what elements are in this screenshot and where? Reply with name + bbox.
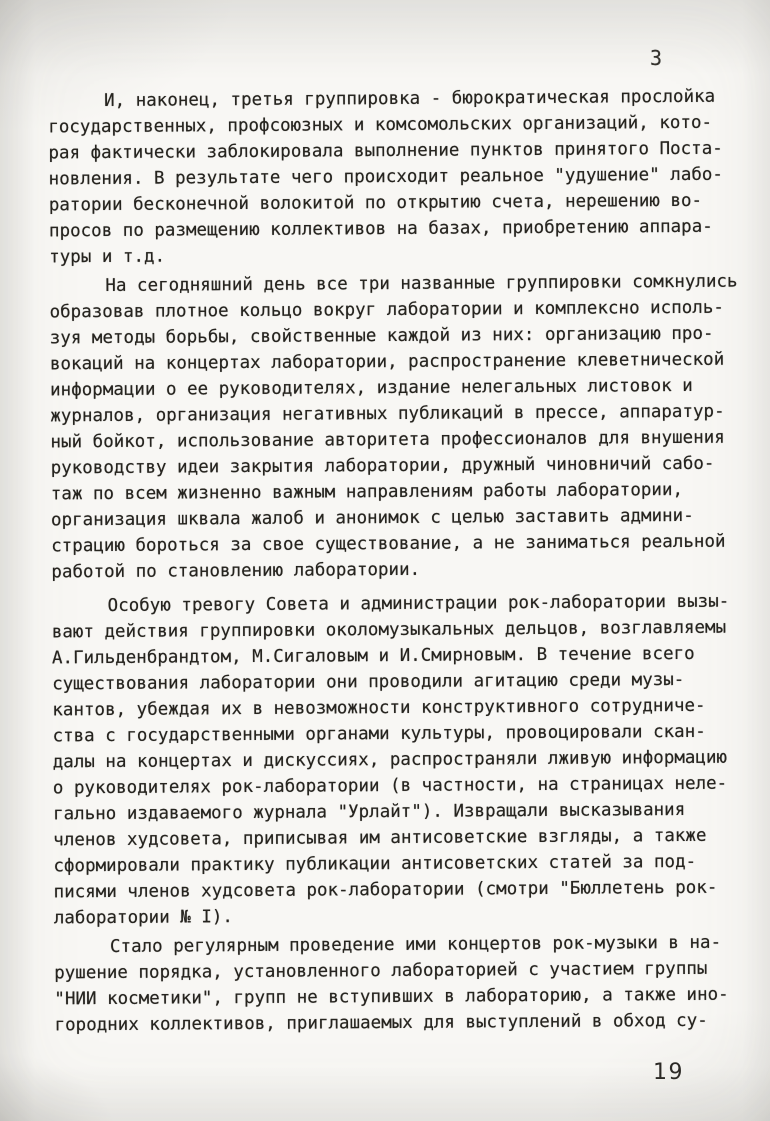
text-line: далы на концертах и дискуссиях, распространяли лживую информацию (52, 747, 728, 773)
text-line: образовав плотное кольцо вокруг лаборатории и комплексно исполь- (49, 297, 724, 323)
text-line: И, наконец, третья группировка - бюрократическая прослойка (104, 86, 716, 111)
text-line: страцию бороться за свое существование, а не заниматься реальной (51, 531, 726, 557)
text-line: На сегодняшний день все три названные группировки сомкнулись (105, 271, 738, 296)
text-line: таж по всем жизненно важным направлениям работы лаборатории, (50, 479, 684, 505)
paragraph (48, 84, 731, 271)
text-line: руководству идеи закрытия лаборатории, дружный чиновничий сабо- (50, 453, 715, 479)
text-line: членов худсовета, приписывая им антисоветские взгляды, а также (53, 825, 707, 851)
text-line: лаборатории № I). (53, 907, 233, 929)
text-line: зуя методы борьбы, свойственные каждой из них: организацию про- (49, 323, 714, 349)
text-line: просов по размещению коллективов на базах, приобретению аппара- (48, 216, 713, 242)
document-text (48, 84, 737, 1039)
text-line: сформировали практику публикации антисоветских статей за под- (53, 851, 697, 877)
paragraph (49, 269, 738, 586)
page-number-top: 3 (650, 46, 663, 70)
text-line: гально издаваемого журнала "Урлайт"). Извращали высказывания (53, 799, 686, 825)
text-line: новления. В результате чего происходит реальное "удушение" лабо- (48, 164, 723, 190)
text-line: вокаций на концертах лаборатории, распространение клеветнической (49, 349, 725, 375)
paragraph (52, 589, 736, 932)
text-line: информации о ее руководителях, издание нелегальных листовок и (50, 375, 693, 401)
text-line: ства с государственными органами культуры, провоцировали скан- (52, 721, 706, 747)
text-line: журналов, организация негативных публикаций в прессе, аппаратур- (50, 401, 725, 427)
paragraph (54, 930, 737, 1039)
text-line: государственных, профсоюзных и комсомольских организаций, кото- (48, 112, 713, 138)
text-line: Особую тревогу Совета и администрации рок-лаборатории вызы- (107, 591, 730, 616)
text-line: о руководителях рок-лаборатории (в частности, на страницах неле- (52, 773, 728, 799)
text-line: существования лаборатории они проводили агитацию среди музы- (52, 669, 685, 695)
text-line: ный бойкот, использование авторитета профессионалов для внушения (50, 427, 725, 453)
text-line: вают действия группировки околомузыкальных дельцов, возглавляемы (51, 617, 727, 643)
text-line: "НИИ косметики", групп не вступивших в лабораторию, а также ино- (54, 984, 729, 1010)
text-line: туры и т.д. (49, 246, 166, 268)
text-line: рушение порядка, установленного лабораторией с участием группы (54, 958, 708, 984)
text-line: Стало регулярным проведение ими концертов рок-музыки в на- (109, 932, 722, 957)
text-line: рая фактически заблокировала выполнение пунктов принятого Поста- (48, 138, 723, 164)
text-line: ратории бесконечной волокитой по открытию счета, нерешению во- (48, 190, 703, 216)
text-line: городних коллективов, приглашаемых для выступлений в обход су- (54, 1010, 708, 1036)
text-line: А.Гильденбрандтом, М.Сигаловым и И.Смирновым. В течение всего (51, 643, 695, 669)
text-line: работой по становлению лаборатории. (51, 559, 421, 583)
text-line: организация шквала жалоб и анонимок с целью заставить админи- (50, 505, 694, 531)
text-line: писями членов худсовета рок-лаборатории (смотри "Бюллетень рок- (53, 877, 718, 903)
text-line: кантов, убеждая их в невозможности конструктивного сотрудниче- (52, 695, 706, 721)
page-number-bottom: 19 (653, 1060, 684, 1085)
